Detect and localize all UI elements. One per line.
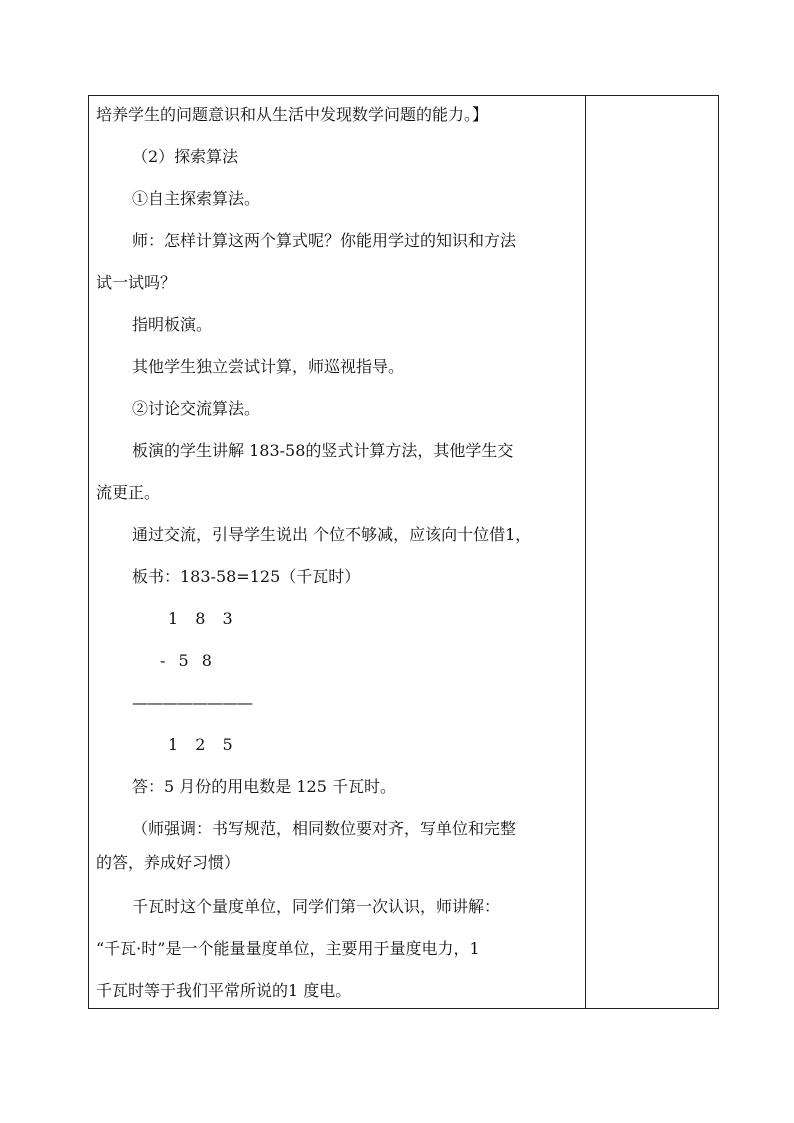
text-line: 千瓦时等于我们平常所说的1 度电。	[96, 981, 352, 1000]
vertical-calc-result: 1 2 5	[168, 735, 239, 754]
text-line: ②讨论交流算法。	[132, 399, 261, 418]
text-line: “千瓦·时”是一个能量量度单位，主要用于量度电力，1	[96, 939, 480, 958]
text-line: （2）探索算法	[132, 147, 239, 166]
text-line: 答：5 月份的用电数是 125 千瓦时。	[132, 777, 396, 796]
text-line: 师：怎样计算这两个算式呢？你能用学过的知识和方法	[132, 231, 517, 250]
text-line: 板书：183-58=125（千瓦时）	[132, 567, 361, 586]
vertical-calc-minuend: 1 8 3	[168, 609, 239, 628]
text-line: 千瓦时这个量度单位，同学们第一次认识，师讲解：	[132, 897, 501, 916]
text-line: 板演的学生讲解 183-58的竖式计算方法，其他学生交	[132, 441, 514, 460]
vertical-calc-rule: ————————	[132, 693, 252, 712]
text-line: 试一试吗？	[96, 273, 177, 292]
text-line: 的答，养成好习惯）	[96, 853, 241, 872]
text-line: 流更正。	[96, 483, 161, 502]
text-line: 其他学生独立尝试计算，师巡视指导。	[132, 357, 405, 376]
text-line: （师强调：书写规范，相同数位要对齐，写单位和完整	[132, 819, 517, 838]
vertical-calc-subtrahend: - 5 8	[160, 651, 216, 670]
text-line: 指明板演。	[132, 315, 213, 334]
lesson-content-cell	[96, 104, 586, 1004]
text-line: ①自主探索算法。	[132, 189, 261, 208]
text-line: 培养学生的问题意识和从生活中发现数学问题的能力。】	[96, 105, 489, 124]
text-line: 通过交流，引导学生说出 个位不够减，应该向十位借1，	[132, 525, 532, 544]
